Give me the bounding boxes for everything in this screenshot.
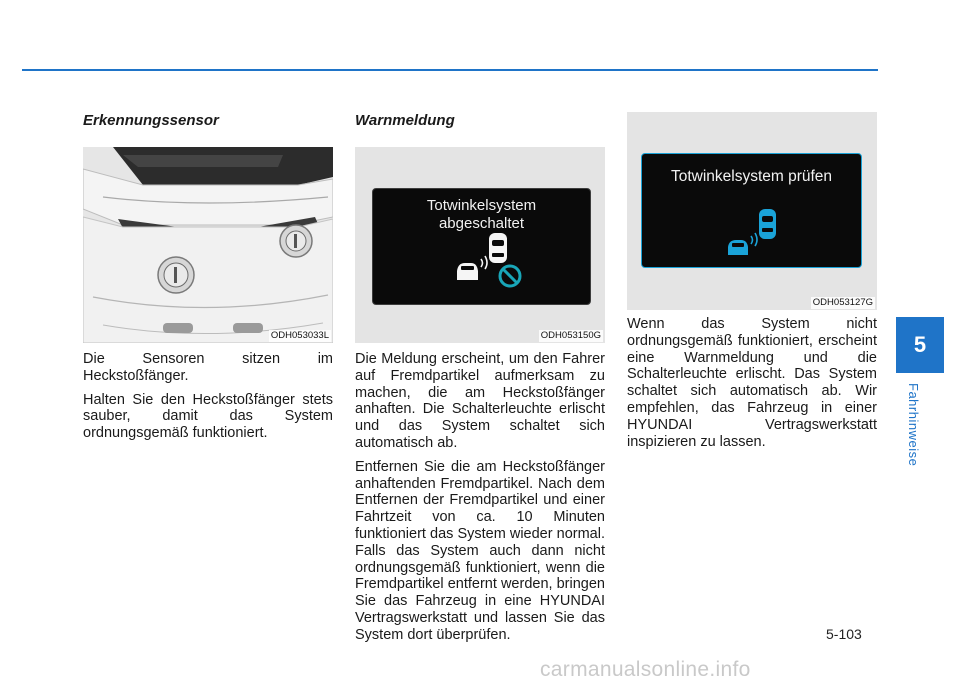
cluster-display [641,153,862,268]
watermark: carmanualsonline.info [540,658,751,681]
blind-spot-check-icon [642,154,861,267]
figure-check-display [627,112,877,310]
chapter-tab: 5 [896,317,944,373]
heading-sensor: Erkennungssensor [83,112,219,129]
paragraph: Die Meldung erscheint, um den Fahrer auf Fremdpartikel aufmerksam zu machen, die am Heckstoßfänger anhaften. Die Schalterleuchte erlischt und das System schaltet sich automatisch ab. [355,351,605,451]
display-line-1: Totwinkelsystem prüfen [670,168,833,185]
paragraph: Halten Sie den Heckstoßfänger stets sauber, damit das System ordnungsgemäß funktioniert. [83,391,333,442]
paragraph: Entfernen Sie die am Heckstoßfänger anhaftenden Fremdpartikel. Nach dem Entfernen der Fremdpartikel und einer Fahrtzeit von ca. 10 Minuten funktioniert das System wieder normal. Falls das System auch dann nicht ordnungsgemäß funktioniert, wenn die Fremdpartikel entfernt werden, bringen Sie das Fahrzeug in eine HYUNDAI Vertragswerkstatt und lassen Sie das System dort überprüfen. [355,458,605,643]
check-text [627,316,877,450]
rear-bumper-illustration [83,147,333,343]
heading-warning: Warnmeldung [355,112,455,129]
column-sensor [83,112,333,449]
blind-spot-off-icon [373,189,590,304]
chapter-label: Fahrhinweise [906,383,921,467]
display-line-1: Totwinkelsystem [426,197,537,214]
sensor-text [83,351,333,442]
column-check [627,112,877,457]
figure-warning-display [355,147,605,343]
figure-code: ODH053127G [812,297,873,308]
figure-rear-bumper [83,147,333,343]
cluster-display [372,188,591,305]
figure-code: ODH053150G [540,330,601,341]
page-number: 5-103 [826,626,862,642]
paragraph: Wenn das System nicht ordnungsgemäß funktioniert, erscheint eine Warnmeldung und die Schalterleuchte erlischt. Das System schaltet sich automatisch ab. Wir empfehlen, das Fahrzeug in einer HYUNDAI Vertragswerkstatt inspizieren zu lassen. [627,316,877,450]
warning-text [355,351,605,644]
paragraph: Die Sensoren sitzen im Heckstoßfänger. [83,351,333,384]
figure-code: ODH053033L [270,330,329,341]
display-line-2: abgeschaltet [438,215,525,232]
column-warning [355,112,605,651]
header-rule [22,69,878,71]
